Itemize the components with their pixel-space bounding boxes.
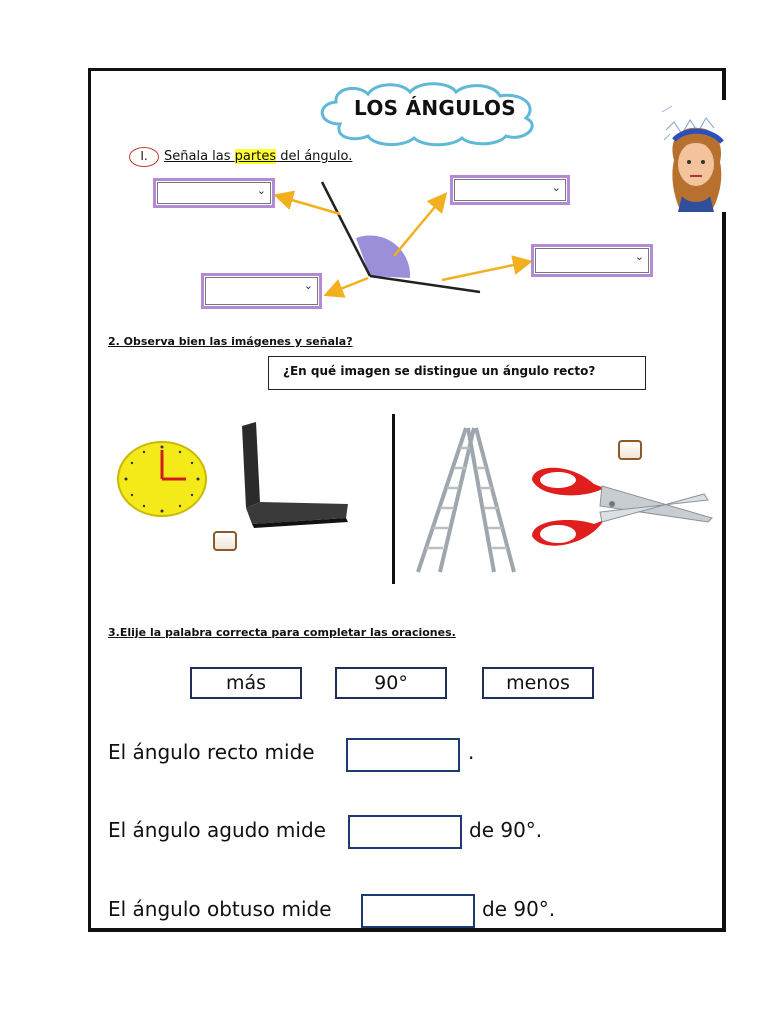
image-divider <box>392 414 395 584</box>
question-1-number: I. <box>129 147 159 167</box>
angle-part-dropdown-1[interactable] <box>153 178 275 208</box>
question-1-instruction: Señala las partes del ángulo. <box>164 149 353 164</box>
sentence-1-text: El ángulo recto mide <box>108 740 315 764</box>
scissors-image <box>528 456 714 558</box>
angle-part-dropdown-2[interactable] <box>450 175 570 205</box>
question-3-instruction: 3.Elije la palabra correcta para completar las oraciones. <box>108 626 456 639</box>
chevron-down-icon: ⌄ <box>634 250 644 263</box>
arrow-to-dropdown-4 <box>328 278 368 294</box>
arrow-to-dropdown-3 <box>442 262 528 280</box>
chevron-down-icon: ⌄ <box>256 184 266 197</box>
arrow-to-dropdown-2 <box>394 196 444 256</box>
page-title: LOS ÁNGULOS <box>353 96 516 120</box>
sentence-3-suffix: de 90°. <box>482 897 556 921</box>
clock-image <box>116 440 208 518</box>
laptop-image <box>236 420 352 528</box>
question-2-box: ¿En qué imagen se distingue un ángulo recto? <box>268 356 646 390</box>
girl-portrait-image <box>660 100 726 212</box>
ladder-image <box>410 424 520 576</box>
sentence-2-suffix: de 90°. <box>469 818 543 842</box>
angle-arc <box>356 235 410 278</box>
angle-part-dropdown-4[interactable] <box>201 273 322 309</box>
sentence-3-blank[interactable] <box>361 894 475 928</box>
sentence-1-blank[interactable] <box>346 738 460 772</box>
sentence-2-blank[interactable] <box>348 815 462 849</box>
angle-side-lower <box>370 276 480 292</box>
checkbox-scissors[interactable] <box>618 440 642 460</box>
word-option-mas[interactable]: más <box>190 667 302 699</box>
word-option-90[interactable]: 90° <box>335 667 447 699</box>
angle-part-dropdown-3[interactable] <box>531 244 653 277</box>
sentence-1-suffix: . <box>468 740 475 764</box>
angle-side-upper <box>322 182 370 276</box>
word-option-menos[interactable]: menos <box>482 667 594 699</box>
chevron-down-icon: ⌄ <box>303 279 313 292</box>
checkbox-laptop[interactable] <box>213 531 237 551</box>
question-2-instruction: 2. Observa bien las imágenes y señala? <box>108 335 353 348</box>
sentence-3-text: El ángulo obtuso mide <box>108 897 332 921</box>
sentence-2-text: El ángulo agudo mide <box>108 818 326 842</box>
chevron-down-icon: ⌄ <box>551 181 561 194</box>
